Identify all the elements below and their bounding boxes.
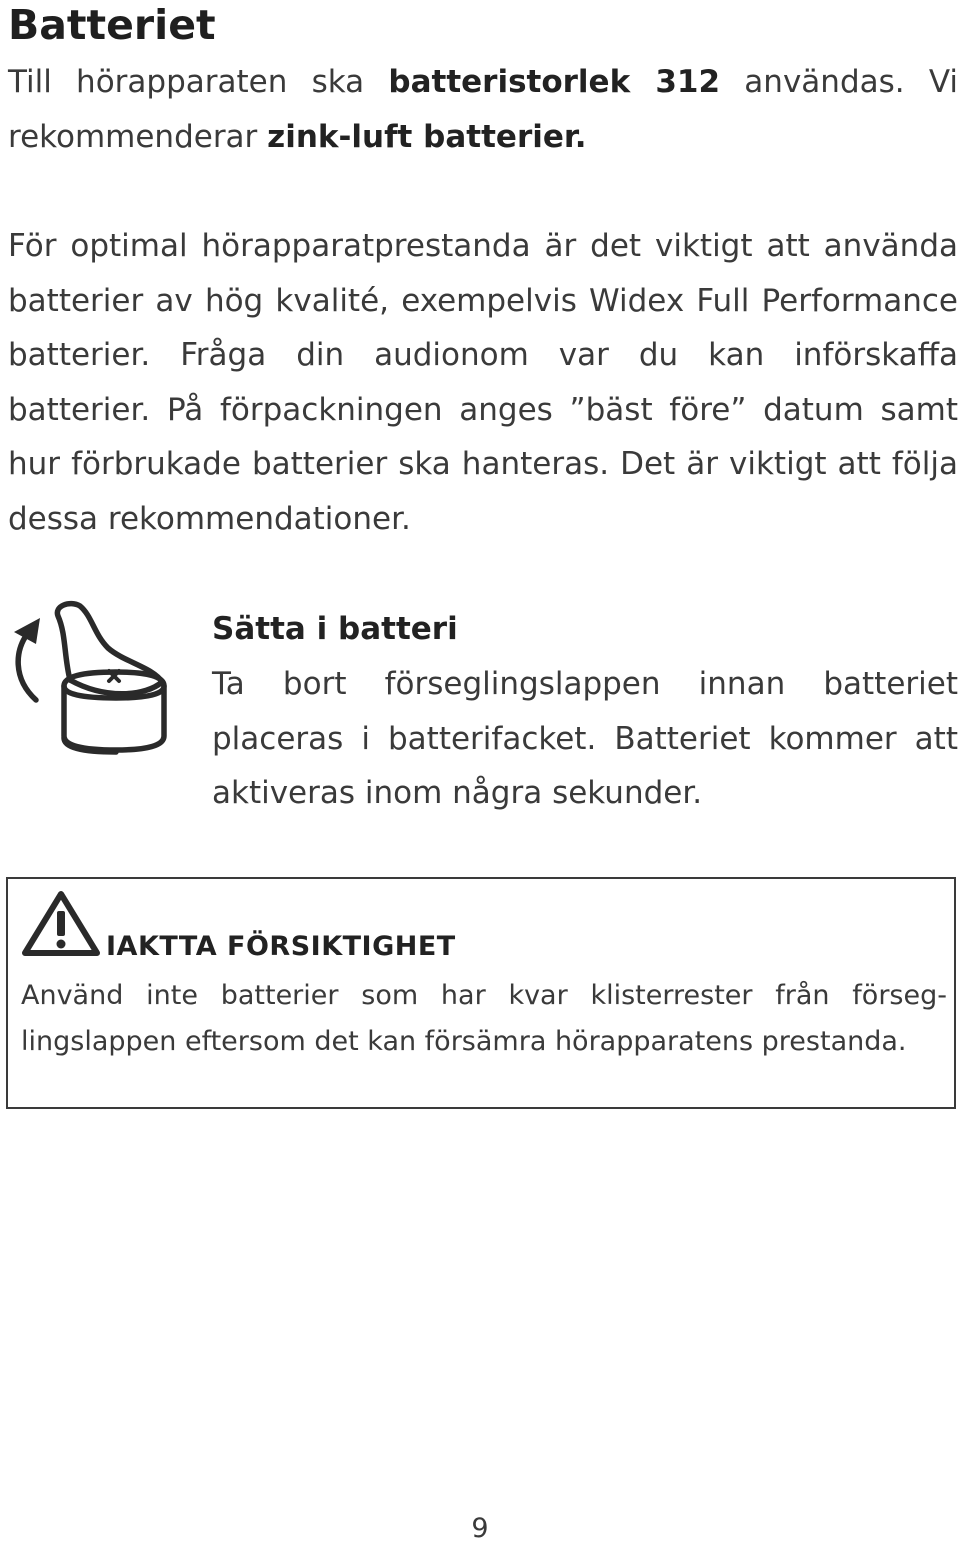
intro-text-1: Till hörapparaten ska	[8, 64, 389, 100]
caution-box	[6, 877, 956, 1109]
insert-battery-body: Ta bort förseglingslappen innan batteriet placeras i batterifacket. Batteriet kommer att aktiveras inom några sekunder.	[212, 666, 958, 811]
warning-triangle-icon	[20, 889, 102, 959]
battery-quality-paragraph: För optimal hörapparatprestanda är det viktigt att använda batterier av hög kvalité, exempelvis Widex Full Performance batterier. Fråga din audionom var du kan införskaffa batterier. På förpackningen anges ”bäst före” datum samt hur förbrukade batterier ska hanteras. Det är viktigt att följa dessa rekommendationer.	[8, 228, 958, 537]
insert-battery-title: Sätta i batteri	[212, 611, 458, 647]
intro-paragraph	[8, 55, 958, 164]
caution-title: IAKTTA FÖRSIKTIGHET	[106, 931, 456, 962]
battery-size-emphasis: batteristorlek 312	[388, 64, 721, 100]
battery-seal-removal-icon	[6, 598, 172, 758]
page-number: 9	[471, 1513, 489, 1544]
intro-text-2: användas. Vi rekommenderar	[8, 64, 958, 155]
arrow-head	[14, 618, 40, 644]
caution-body: Använd inte batterier som har kvar klisterrester från förseglingslappen eftersom det kan försämra hörapparatens prestanda.	[21, 980, 947, 1057]
page-title: Batteriet	[8, 1, 216, 49]
battery-type-emphasis: zink-luft batterier.	[267, 118, 587, 155]
